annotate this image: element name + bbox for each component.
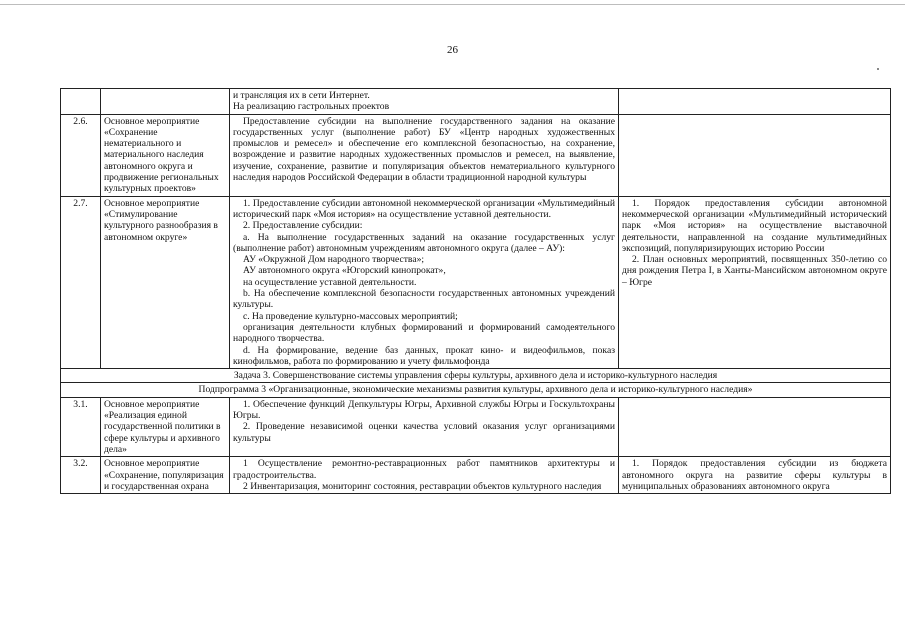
measure-text: и трансляция их в сети Интернет. xyxy=(233,90,370,101)
task-heading: Задача 3. Совершенствование системы управления сферы культуры, архивного дела и историко-культурного наследия xyxy=(61,369,891,383)
measures-table xyxy=(60,88,891,494)
table-row-3-1 xyxy=(61,397,891,456)
subprogram-heading: Подпрограмма 3 «Организационные, экономические механизмы развития культуры, архивного дела и историко-культурного наследия» xyxy=(61,383,891,397)
row-documents xyxy=(619,114,891,196)
row-name: Основное мероприятие «Реализация единой государственной политики в сфере культуры и архивного дела» xyxy=(101,397,230,456)
row-measures xyxy=(230,457,619,494)
row-number: 3.2. xyxy=(61,457,101,494)
measure-text: На реализацию гастрольных проектов xyxy=(233,101,390,113)
row-name: Основное мероприятие «Стимулирование культурного разнообразия в автономном округе» xyxy=(101,196,230,368)
scan-artifact-dot xyxy=(877,68,879,70)
table-row-3-2 xyxy=(61,457,891,494)
row-name: Основное мероприятие «Сохранение нематериального и материального наследия автономного округа и продвижение региональных культурных проектов» xyxy=(101,114,230,196)
measure-text: АУ автономного округа «Югорский кинопрокат», xyxy=(243,265,446,277)
measure-text: АУ «Окружной Дом народного творчества»; xyxy=(243,254,425,266)
measure-text: d. На формирование, ведение баз данных, прокат кино- и видеофильмов, показ кинофильмов, работа по формированию и учету фильмофонда xyxy=(233,344,615,367)
row-measures xyxy=(230,397,619,456)
measure-text: a. На выполнение государственных заданий на оказание государственных услуг (выполнение работ) автономным учреждениям автономного округа (далее – АУ): xyxy=(233,231,615,254)
row-measures xyxy=(230,89,619,115)
table-row-continuation xyxy=(61,89,891,115)
row-name xyxy=(101,89,230,115)
document-text: 1. Порядок предоставления субсидии из бюджета автономного округа на развитие сферы культуры в муниципальных образованиях автономного округа xyxy=(622,458,887,492)
table-row-task-3 xyxy=(61,369,891,383)
row-name: Основное мероприятие «Сохранение, популяризация и государственная охрана xyxy=(101,457,230,494)
measure-text: 2. Предоставление субсидии: xyxy=(243,220,363,232)
table-row-subprogram-3 xyxy=(61,383,891,397)
table-row-2-6 xyxy=(61,114,891,196)
measure-text: 1. Обеспечение функций Депкультуры Югры, Архивной службы Югры и Госкультохраны Югры. xyxy=(233,398,615,422)
row-measures xyxy=(230,196,619,368)
row-measures xyxy=(230,114,619,196)
page-number: 26 xyxy=(447,44,458,56)
row-number: 2.6. xyxy=(61,114,101,196)
measure-text: 1 Осуществление ремонтно-реставрационных работ памятников архитектуры и градостроительства. xyxy=(233,458,615,481)
document-text: 1. Порядок предоставления субсидии автономной некоммерческой организации «Мультимедийный исторический парк «Моя история» на осуществление выставочной деятельности, направленной на создание мультимедийных экспозиций, популяризирующих историю России xyxy=(622,197,887,254)
measure-text: 2 Инвентаризация, мониторинг состояния, реставрации объектов культурного наследия xyxy=(243,480,602,492)
measure-text: на осуществление уставной деятельности. xyxy=(243,276,417,288)
document-text: 2. План основных мероприятий, посвященных 350-летию со дня рождения Петра I, в Ханты-Мансийском автономном округе – Югре xyxy=(622,254,887,288)
measure-text: организация деятельности клубных формирований и формирований самодеятельного народного творчества. xyxy=(233,321,615,345)
measure-text: 2. Проведение независимой оценки качества условий оказания услуг организациями культуры xyxy=(233,421,615,444)
row-number: 2.7. xyxy=(61,196,101,368)
measure-text: c. На проведение культурно-массовых мероприятий; xyxy=(243,310,458,322)
measure-text: Предоставление субсидии на выполнение государственного задания на оказание государственных услуг (выполнение работ) БУ «Центр народных художественных промыслов и ремесел» и обеспечение его комплексной безопасностью, на сохранение, возрождение и развитие народных художественных промыслов и ремесел, на выявление, изучение, сохранение, развитие и популяризация объектов нематериального культурного наследия народов Российской Федерации в области традиционной народной культуры xyxy=(233,115,615,184)
measure-text: 1. Предоставление субсидии автономной некоммерческой организации «Мультимедийный исторический парк «Моя история» на осуществление уставной деятельности. xyxy=(233,197,615,220)
row-number xyxy=(61,89,101,115)
scan-top-edge xyxy=(0,4,905,5)
row-number: 3.1. xyxy=(61,397,101,456)
table-row-2-7 xyxy=(61,196,891,368)
row-documents xyxy=(619,457,891,494)
row-documents xyxy=(619,89,891,115)
measure-text: b. На обеспечение комплексной безопасности государственных автономных учреждений культуры. xyxy=(233,288,615,311)
row-documents xyxy=(619,196,891,368)
row-documents xyxy=(619,397,891,456)
